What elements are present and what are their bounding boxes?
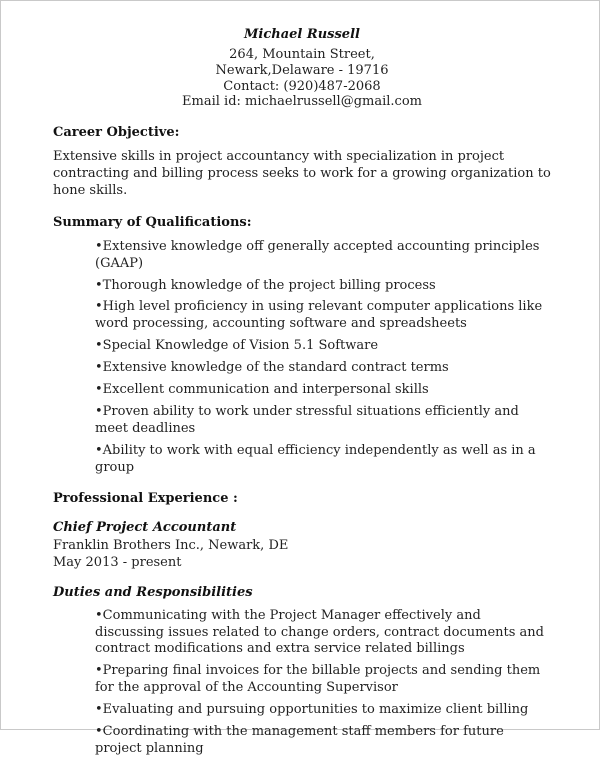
contact-email: Email id: michaelrussell@gmail.com xyxy=(182,94,422,110)
qualification-item-text: High level proficiency in using relevant computer applications like word processing, accounting software and spreadsheets xyxy=(95,299,543,332)
duty-item-text: Preparing final invoices for the billable projects and sending them for the approval of the Accounting Supervisor xyxy=(95,663,541,696)
duties-list xyxy=(53,608,551,758)
address-line-1: 264, Mountain Street, xyxy=(229,46,375,62)
duty-item-text: Evaluating and pursuing opportunities to maximize client billing xyxy=(102,702,529,718)
contact-phone: Contact: (920)487-2068 xyxy=(223,78,381,94)
duty-item xyxy=(95,724,551,758)
qualification-item xyxy=(95,382,551,399)
bullet-icon: • xyxy=(95,702,103,718)
bullet-icon: • xyxy=(95,360,103,376)
bullet-icon: • xyxy=(95,403,103,419)
qualification-item xyxy=(95,299,551,333)
duty-item-text: Communicating with the Project Manager effectively and discussing issues related to change orders, contract documents and contract modifications and extra service related billings xyxy=(95,607,544,657)
duty-item xyxy=(95,608,551,659)
duties-heading: Duties and Responsibilities xyxy=(53,584,253,600)
qualification-item xyxy=(95,443,551,477)
job-title: Chief Project Accountant xyxy=(53,520,237,536)
bullet-icon: • xyxy=(95,338,103,354)
qualification-item xyxy=(95,239,551,273)
bullet-icon: • xyxy=(95,277,103,293)
candidate-name: Michael Russell xyxy=(244,27,360,42)
duty-item-text: Coordinating with the management staff members for future project planning xyxy=(95,723,504,756)
qualification-item xyxy=(95,404,551,438)
qualification-item-text: Extensive knowledge off generally accepted accounting principles (GAAP) xyxy=(95,238,540,271)
qualification-item xyxy=(95,360,551,377)
qualification-item-text: Ability to work with equal efficiency independently as well as in a group xyxy=(95,442,536,475)
career-objective-heading: Career Objective: xyxy=(53,125,180,141)
qualification-item-text: Excellent communication and interpersonal skills xyxy=(102,382,429,398)
experience-heading: Professional Experience : xyxy=(53,491,238,507)
bullet-icon: • xyxy=(95,607,103,623)
duty-item xyxy=(95,702,551,719)
qualification-item xyxy=(95,338,551,355)
qualification-item-text: Proven ability to work under stressful situations efficiently and meet deadlines xyxy=(95,403,519,436)
bullet-icon: • xyxy=(95,382,103,398)
qualification-item-text: Thorough knowledge of the project billing process xyxy=(102,277,436,293)
qualification-item xyxy=(95,278,551,295)
bullet-icon: • xyxy=(95,238,103,254)
career-objective-text: Extensive skills in project accountancy with specialization in project contracting and billing process seeks to work for a growing organization to hone skills. xyxy=(53,149,551,198)
qualification-item-text: Extensive knowledge of the standard contract terms xyxy=(102,360,449,376)
bullet-icon: • xyxy=(95,299,103,315)
resume-header xyxy=(53,27,551,110)
qualifications-list xyxy=(53,239,551,477)
bullet-icon: • xyxy=(95,723,103,739)
company-name: Franklin Brothers Inc., Newark, DE xyxy=(53,538,289,554)
qualification-item-text: Special Knowledge of Vision 5.1 Software xyxy=(102,338,379,354)
qualifications-heading: Summary of Qualifications: xyxy=(53,214,252,230)
address-line-2: Newark,Delaware - 19716 xyxy=(215,62,389,78)
duty-item xyxy=(95,663,551,697)
employment-dates: May 2013 - present xyxy=(53,554,182,570)
bullet-icon: • xyxy=(95,442,103,458)
bullet-icon: • xyxy=(95,663,103,679)
